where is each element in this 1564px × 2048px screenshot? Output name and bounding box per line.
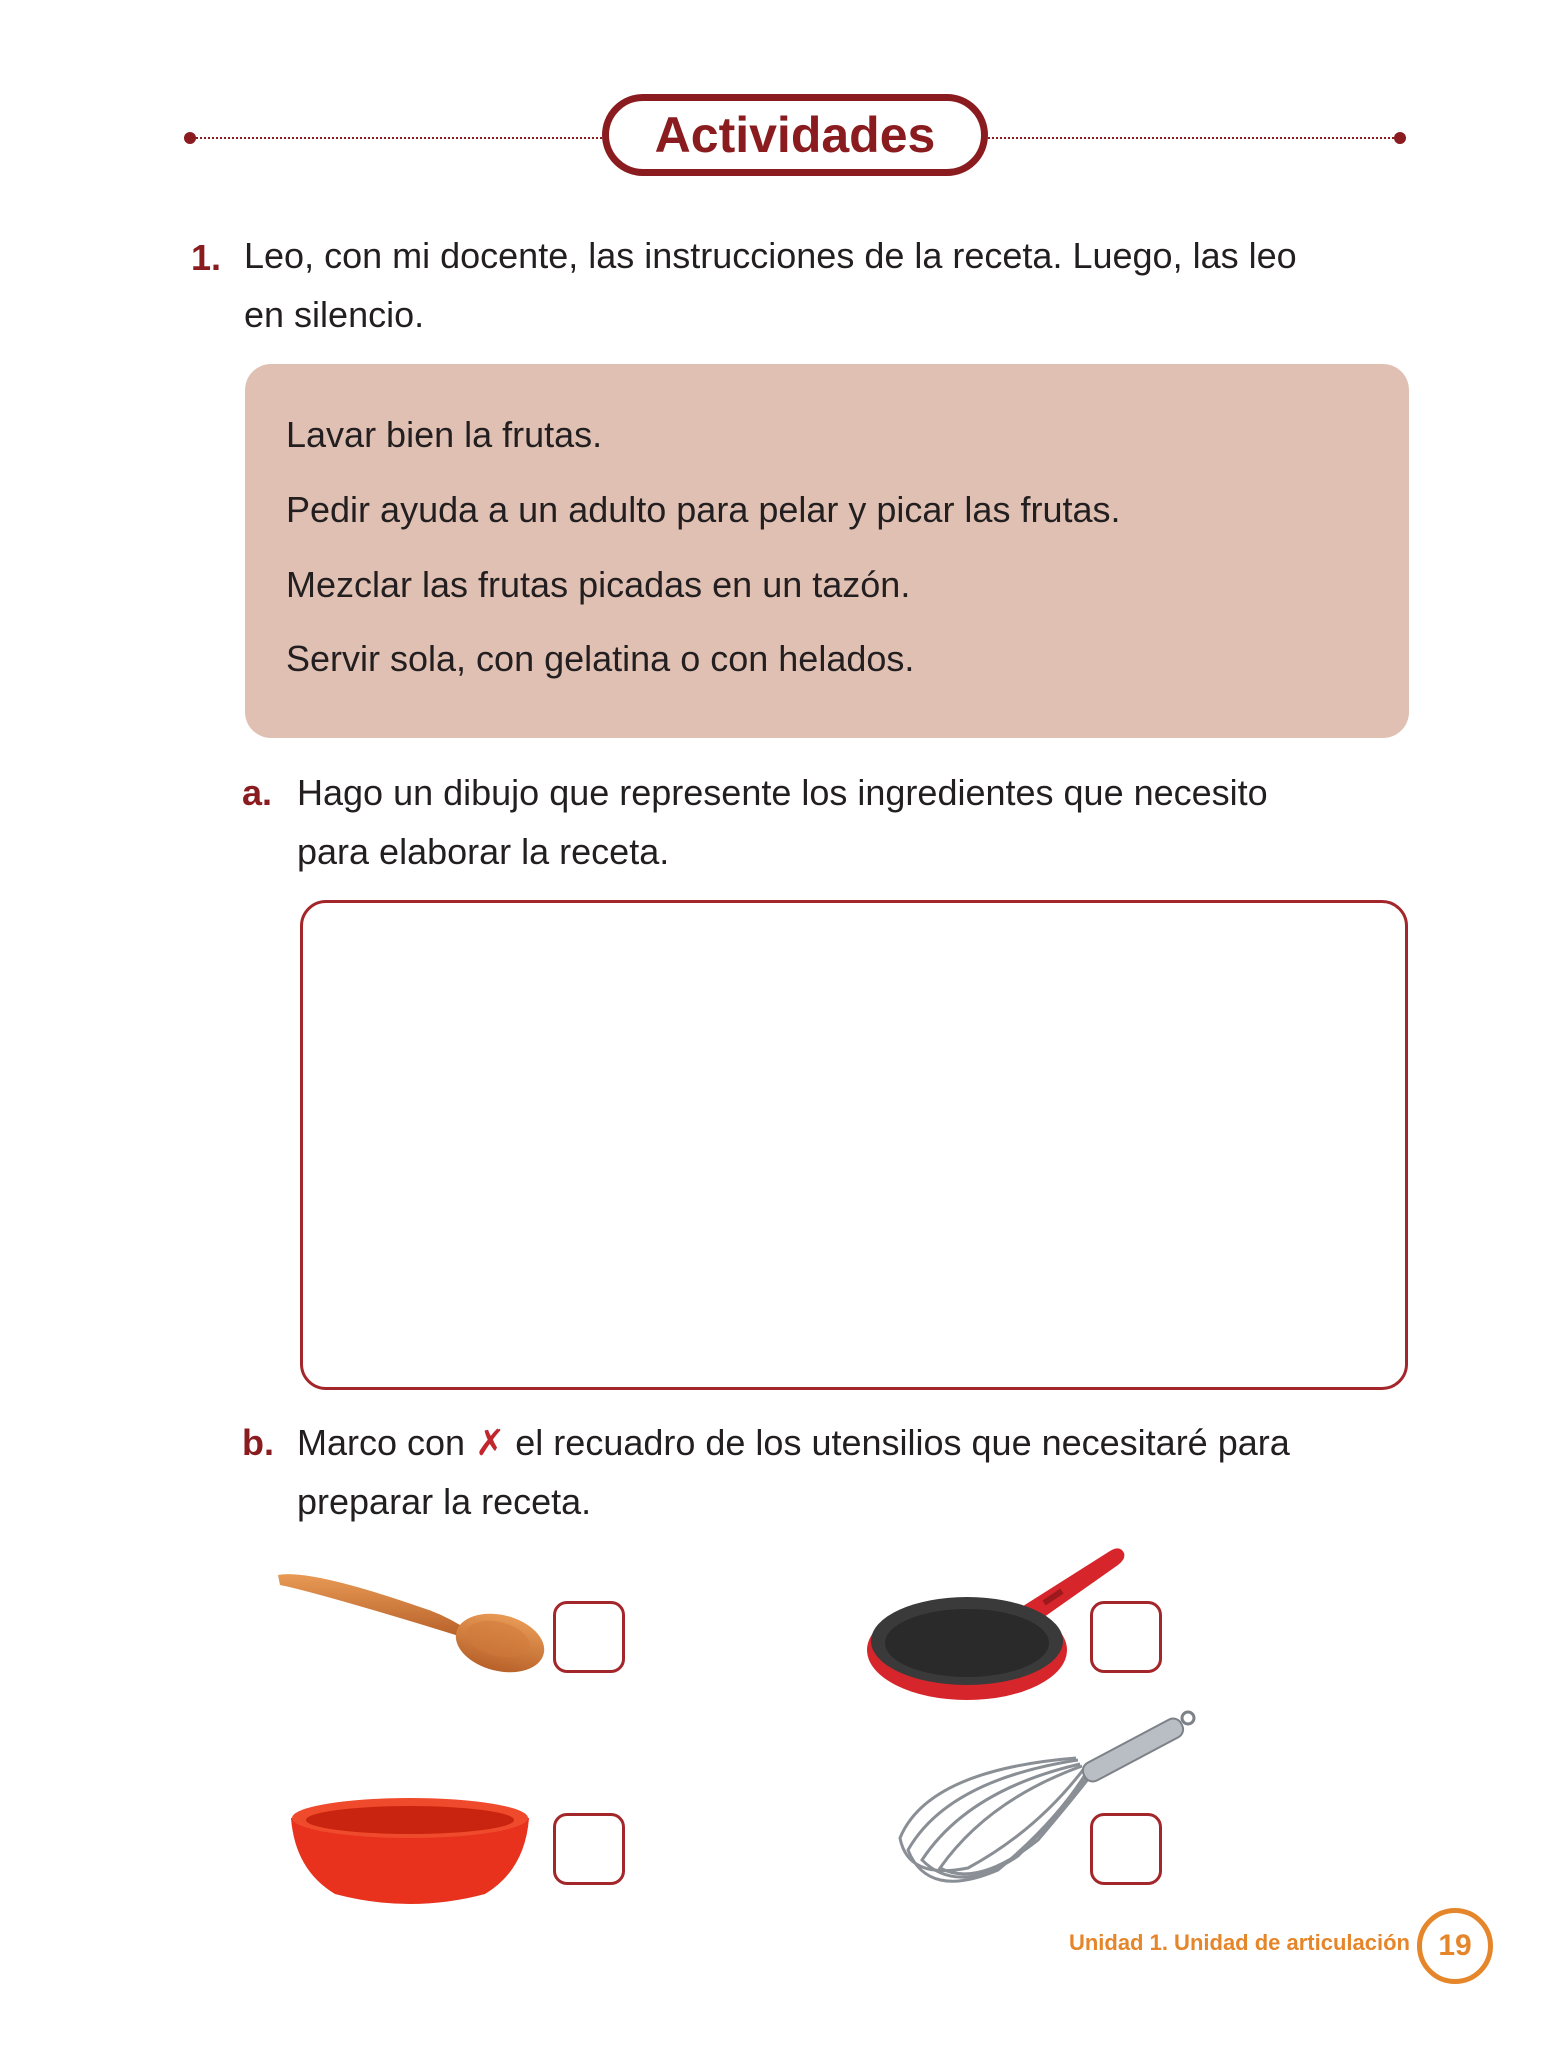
part-a-line-1: Hago un dibujo que represente los ingredientes que necesito bbox=[297, 772, 1268, 813]
activity-instruction-line-2: en silencio. bbox=[244, 294, 425, 335]
activity-instruction-line-1: Leo, con mi docente, las instrucciones de la receta. Luego, las leo bbox=[244, 235, 1297, 276]
part-a-line-2: para elaborar la receta. bbox=[297, 831, 670, 872]
recipe-step: Mezclar las frutas picadas en un tazón. bbox=[286, 564, 911, 605]
recipe-step: Lavar bien la frutas. bbox=[286, 414, 603, 455]
activity-number: 1. bbox=[191, 237, 222, 278]
part-b-text-after: el recuadro de los utensilios que necesitaré para bbox=[515, 1422, 1290, 1463]
header-left-dot bbox=[184, 132, 196, 144]
section-title-pill bbox=[602, 94, 988, 176]
utensil-checkbox-bowl[interactable] bbox=[553, 1813, 625, 1885]
header-right-dot bbox=[1394, 132, 1406, 144]
part-b-line-1 bbox=[297, 1413, 1290, 1472]
drawing-area[interactable] bbox=[300, 900, 1408, 1390]
utensil-checkbox-whisk[interactable] bbox=[1090, 1813, 1162, 1885]
footer-unit-label: Unidad 1. Unidad de articulación bbox=[1068, 1930, 1410, 1955]
header-left-rule bbox=[196, 137, 602, 139]
recipe-step: Pedir ayuda a un adulto para pelar y picar las frutas. bbox=[286, 489, 1121, 530]
recipe-step: Servir sola, con gelatina o con helados. bbox=[286, 638, 915, 679]
page-number: 19 bbox=[1417, 1908, 1493, 1984]
utensil-checkbox-pan[interactable] bbox=[1090, 1601, 1162, 1673]
header-right-rule bbox=[988, 137, 1394, 139]
x-mark-icon: ✗ bbox=[475, 1422, 506, 1463]
part-b-text-before: Marco con bbox=[297, 1422, 466, 1463]
part-a-letter: a. bbox=[242, 772, 273, 813]
utensil-checkbox-spoon[interactable] bbox=[553, 1601, 625, 1673]
part-b-letter: b. bbox=[242, 1422, 274, 1463]
red-bowl-icon bbox=[285, 1790, 535, 1910]
section-title: Actividades bbox=[654, 107, 936, 163]
wooden-spoon-icon bbox=[270, 1555, 550, 1695]
part-b-line-2: preparar la receta. bbox=[297, 1481, 592, 1522]
